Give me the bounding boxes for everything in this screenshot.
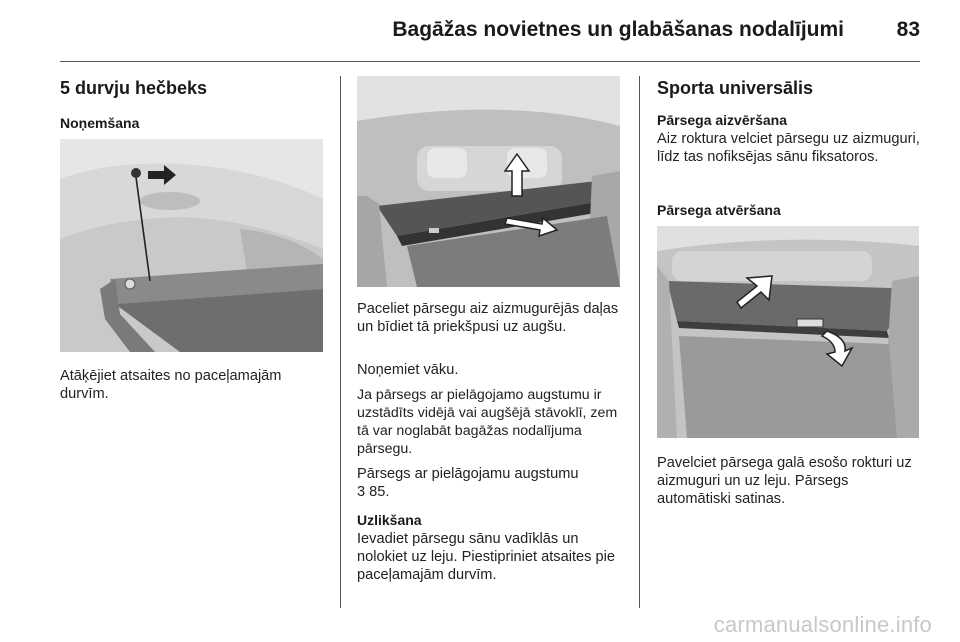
page-reference-link[interactable]: 3 85. (357, 484, 390, 500)
paragraph-remove-cover: Noņemiet vāku. (357, 362, 459, 378)
paragraph-store-cover: Ja pārsegs ar pielāgojamo augstumu ir uzstādīts vidējā vai augšējā stāvoklī, zem tā var noglabāt bagāžas nodalījuma pārsegu. (357, 387, 618, 457)
figure-estate-cover (657, 226, 919, 438)
section-title-estate: Sporta universālis (657, 78, 814, 98)
paragraph-lift-cover: Paceliet pārsegu aiz aizmugurējās daļas un bīdiet tā priekšpusi uz augšu. (357, 301, 619, 335)
subheading-installation: Uzlikšana (357, 512, 422, 528)
subheading-opening: Pārsega atvēršana (657, 202, 781, 218)
subheading-closing: Pārsega aizvēršana (657, 112, 787, 128)
paragraph-adjustable-floor (357, 465, 625, 501)
header-divider (60, 61, 920, 62)
cargo-cover-illustration-icon (357, 76, 620, 287)
car-trunk-illustration-icon (60, 139, 323, 352)
adjustable-floor-text: Pārsegs ar pielāgojamu augstumu (357, 466, 579, 482)
watermark-text: carmanualsonline.info (713, 612, 932, 637)
paragraph-closing-cover: Aiz roktura velciet pārsegu uz aizmuguri, līdz tas nofiksējas sānu fiksatoros. (657, 131, 920, 165)
column-divider-1 (340, 76, 341, 608)
paragraph-install-cover: Ievadiet pārsegu sānu vadīklās un nolokiet uz leju. Piestipriniet atsaites pie paceļamajām durvīm. (357, 531, 615, 583)
page-number: 83 (896, 18, 920, 41)
caption-detach-straps: Atāķējiet atsaites no paceļamajām durvīm. (60, 368, 282, 402)
figure-trunk-strap (60, 139, 323, 352)
estate-cargo-cover-illustration-icon (657, 226, 919, 438)
figure-cargo-cover (357, 76, 620, 287)
subheading-removal: Noņemšana (60, 115, 140, 131)
section-title-hatchback: 5 durvju hečbeks (60, 78, 208, 98)
page-header-title: Bagāžas novietnes un glabāšanas nodalījumi (392, 18, 844, 41)
paragraph-opening-cover: Pavelciet pārsega galā esošo rokturi uz aizmuguri un uz leju. Pārsegs automātiski satinas. (657, 455, 912, 507)
column-divider-2 (639, 76, 640, 608)
